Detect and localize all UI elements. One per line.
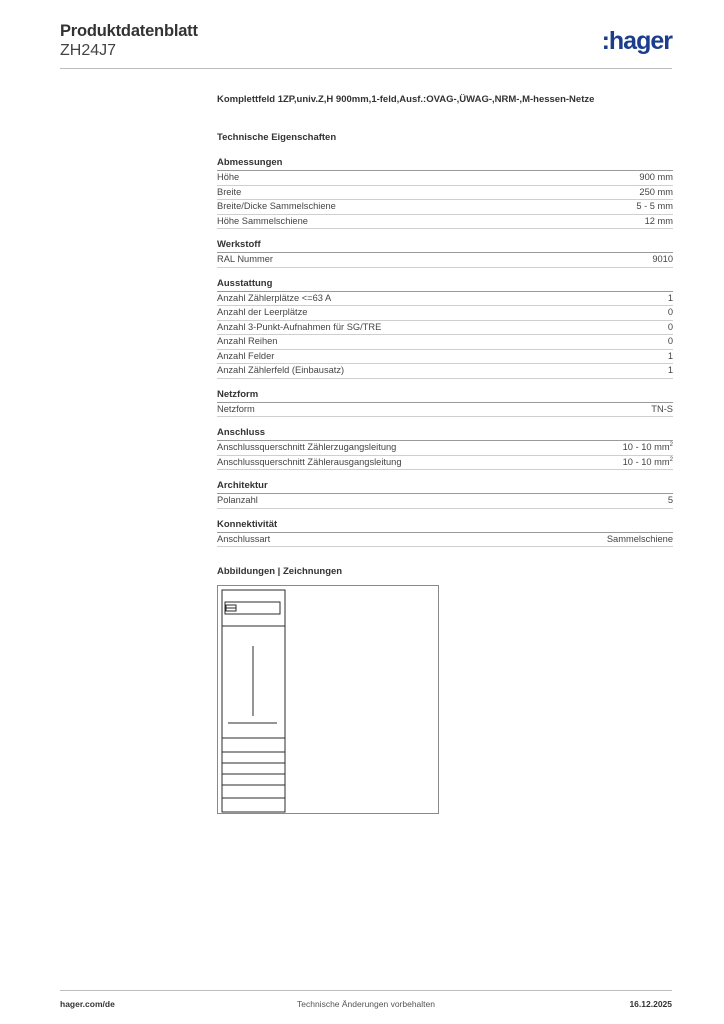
spec-row <box>217 403 673 418</box>
spec-key: Anschlussart <box>217 533 271 544</box>
spec-section <box>217 479 673 509</box>
spec-value-text: 0 <box>667 321 673 332</box>
spec-value <box>668 350 673 364</box>
page-header <box>60 20 672 69</box>
page-footer <box>60 990 672 1015</box>
spec-value <box>668 321 673 335</box>
spec-key: Polanzahl <box>217 495 258 505</box>
spec-row <box>217 441 673 456</box>
document-title: Produktdatenblatt <box>60 22 198 40</box>
spec-row <box>217 350 673 365</box>
spec-value <box>639 186 673 200</box>
spec-value-text: 0 <box>667 336 673 346</box>
spec-value-text: Sammelschiene <box>606 533 673 544</box>
spec-section <box>217 388 673 418</box>
spec-section <box>217 277 673 379</box>
spec-row <box>217 171 673 186</box>
spec-value-text: 10 - 10 mm <box>622 442 670 452</box>
spec-key: Netzform <box>217 403 255 414</box>
spec-key: Anschlussquerschnitt Zählerausgangsleitung <box>217 456 402 467</box>
section-title: Abmessungen <box>217 156 673 171</box>
spec-value <box>652 253 673 267</box>
section-title: Netzform <box>217 388 673 403</box>
spec-row <box>217 335 673 350</box>
cabinet-drawing-icon <box>218 586 438 813</box>
spec-row <box>217 253 673 268</box>
footer-date: 16.12.2025 <box>629 999 672 1009</box>
spec-row <box>217 292 673 307</box>
spec-sections <box>217 156 673 547</box>
spec-key: Anzahl Zählerfeld (Einbausatz) <box>217 365 345 375</box>
spec-value <box>607 533 673 547</box>
spec-row <box>217 306 673 321</box>
spec-value-text: 12 mm <box>644 215 673 226</box>
spec-value-text: 1 <box>667 292 673 303</box>
spec-value-text: 900 mm <box>639 172 673 182</box>
spec-key: Anzahl Reihen <box>217 336 278 346</box>
spec-row <box>217 533 673 548</box>
product-drawing <box>217 585 439 814</box>
figure-heading: Abbildungen | Zeichnungen <box>217 566 343 577</box>
spec-key: Anschlussquerschnitt Zählerzugangsleitung <box>217 442 397 452</box>
spec-section <box>217 156 673 229</box>
spec-key: Anzahl 3-Punkt-Aufnahmen für SG/TRE <box>217 321 382 332</box>
spec-row <box>217 494 673 509</box>
spec-value <box>651 403 673 417</box>
spec-value <box>639 171 673 185</box>
section-title: Ausstattung <box>217 277 673 292</box>
spec-value <box>668 364 673 378</box>
spec-key: Höhe Sammelschiene <box>217 215 308 226</box>
hager-logo <box>602 27 672 56</box>
section-title: Anschluss <box>217 426 673 441</box>
product-code: ZH24J7 <box>60 42 117 59</box>
spec-section <box>217 238 673 268</box>
spec-key: Anzahl Zählerplätze <=63 A <box>217 292 332 303</box>
spec-value <box>668 494 673 508</box>
spec-row <box>217 186 673 201</box>
spec-key: RAL Nummer <box>217 254 273 264</box>
spec-value-text: 1 <box>667 365 673 375</box>
section-title: Architektur <box>217 479 673 494</box>
spec-value <box>623 456 673 470</box>
spec-section <box>217 518 673 548</box>
spec-key: Breite <box>217 186 242 197</box>
spec-row <box>217 364 673 379</box>
spec-row <box>217 456 673 471</box>
spec-row <box>217 200 673 215</box>
spec-value-text: 5 <box>667 495 673 505</box>
spec-row <box>217 215 673 230</box>
spec-value <box>636 200 673 214</box>
footer-website: hager.com/de <box>60 999 115 1009</box>
spec-value-text: 10 - 10 mm <box>622 456 670 467</box>
spec-value-text: TN-S <box>651 403 673 414</box>
spec-value-text: 9010 <box>652 254 673 264</box>
spec-key: Breite/Dicke Sammelschiene <box>217 201 336 211</box>
spec-row <box>217 321 673 336</box>
tech-properties-heading: Technische Eigenschaften <box>217 132 337 143</box>
spec-value <box>645 215 673 229</box>
logo-text: hager <box>608 27 672 55</box>
spec-key: Anzahl der Leerplätze <box>217 307 308 317</box>
spec-value <box>668 292 673 306</box>
spec-value-text: 1 <box>667 350 673 361</box>
footer-disclaimer: Technische Änderungen vorbehalten <box>297 999 435 1009</box>
product-name: Komplettfeld 1ZP,univ.Z,H 900mm,1-feld,Ausf.:OVAG-,ÜWAG-,NRM-,M-hessen-Netze <box>217 94 595 105</box>
spec-key: Höhe <box>217 172 240 182</box>
spec-content <box>217 94 673 547</box>
section-title: Werkstoff <box>217 238 673 253</box>
spec-value-superscript: 2 <box>669 456 673 463</box>
spec-value-superscript: 2 <box>669 442 673 448</box>
spec-section <box>217 426 673 470</box>
spec-value-text: 0 <box>667 307 673 317</box>
spec-value <box>668 335 673 349</box>
spec-value-text: 250 mm <box>639 186 673 197</box>
spec-key: Anzahl Felder <box>217 350 275 361</box>
logo-dot: : <box>601 27 609 55</box>
spec-value <box>668 306 673 320</box>
spec-value-text: 5 - 5 mm <box>636 201 673 211</box>
section-title: Konnektivität <box>217 518 673 533</box>
spec-value <box>623 441 673 455</box>
